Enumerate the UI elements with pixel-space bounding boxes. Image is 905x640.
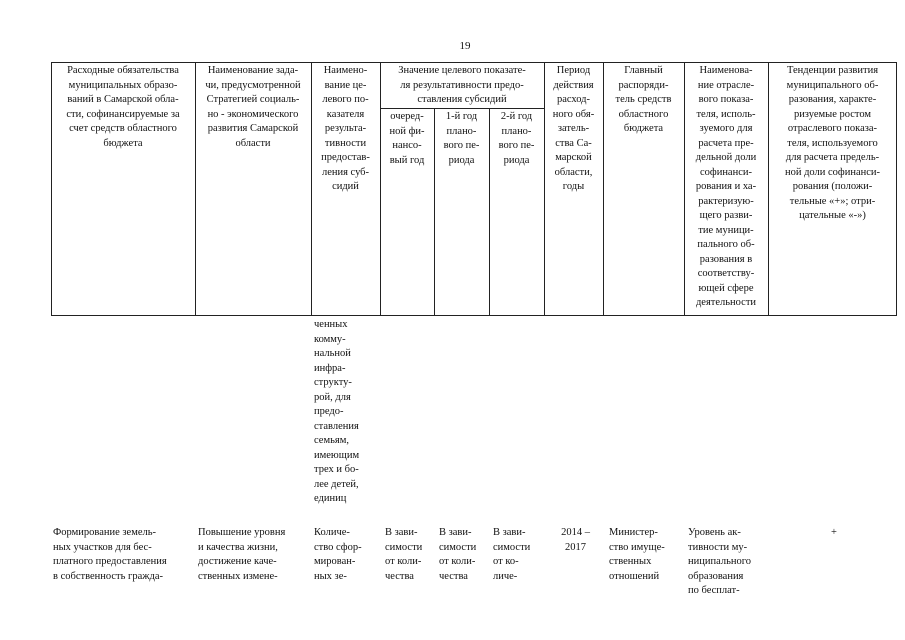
indicator-continuation-text: ченных комму- нальной инфра- структу- рой, для предо- ставления семьям, имеющим трех и бо- лее детей, единиц [314,319,360,504]
header-col-task-name: Наименование зада- чи, предусмотренной Стратегией социаль- но - экономического развития Самарской области [205,65,301,149]
row-current-year-value: В зави- симости от коли- чества [385,527,423,582]
header-col-expenditure-obligations: Расходные обязательства муниципальных образо- ваний в Самарской обла- сти, софинансируемые за счет средств областного бюджета [66,65,180,149]
header-col-sector-indicator: Наименова- ние отрасле- вого показа- теля, исполь- зуемого для расчета пре- дельной доли софинанси- рования и ха- рактеризую- щего разви- тие муници- пального об- разования в соответству- ющей сфере деятельности [695,65,757,308]
row-trend-sign: + [831,527,837,538]
row-plan-year-2-value: В зави- симости от ко- личе- [493,527,531,582]
header-col-development-trends: Тенденции развития муниципального об- разования, характе- ризуемые ростом отраслевого показа- теля, используемого для расчета предель- ной доли софинанси- рования (положи- тельные «+»; отри- цательные «-») [784,65,881,221]
header-col-plan-year-2: 2-й год плано- вого пе- риода [498,111,535,166]
row-plan-year-1-value: В зави- симости от коли- чества [439,527,477,582]
header-col-main-administrator: Главный распоряди- тель средств областного бюджета [615,65,672,134]
header-col-target-indicator: Наимено- вание це- левого по- казателя результа- тивности предостав- ления суб- сидий [321,65,370,192]
row-main-administrator: Министер- ство имуще- ственных отношений [609,527,665,582]
header-col-current-year: очеред- ной фи- нансо- вый год [389,111,425,166]
row-expenditure-obligation: Формирование земель- ных участков для бес- платного предоставления в собственность гражда- [53,527,167,582]
header-group-target-value: Значение целевого показате- ля результативности предо- ставления субсидий [398,65,526,105]
group-divider [380,108,544,109]
row-indicator: Количе- ство сфор- мирован- ных зе- [314,527,362,582]
row-validity-period: 2014 – 2017 [561,527,590,553]
row-sector-indicator: Уровень ак- тивности му- ниципального образования по бесплат- [688,527,752,596]
header-col-plan-year-1: 1-й год плано- вого пе- риода [443,111,480,166]
row-task: Повышение уровня и качества жизни, достижение каче- ственных измене- [198,527,286,582]
header-col-validity-period: Период действия расход- ного обя- затель- ства Са- марской области, годы [552,65,595,192]
page-number: 19 [459,40,471,52]
